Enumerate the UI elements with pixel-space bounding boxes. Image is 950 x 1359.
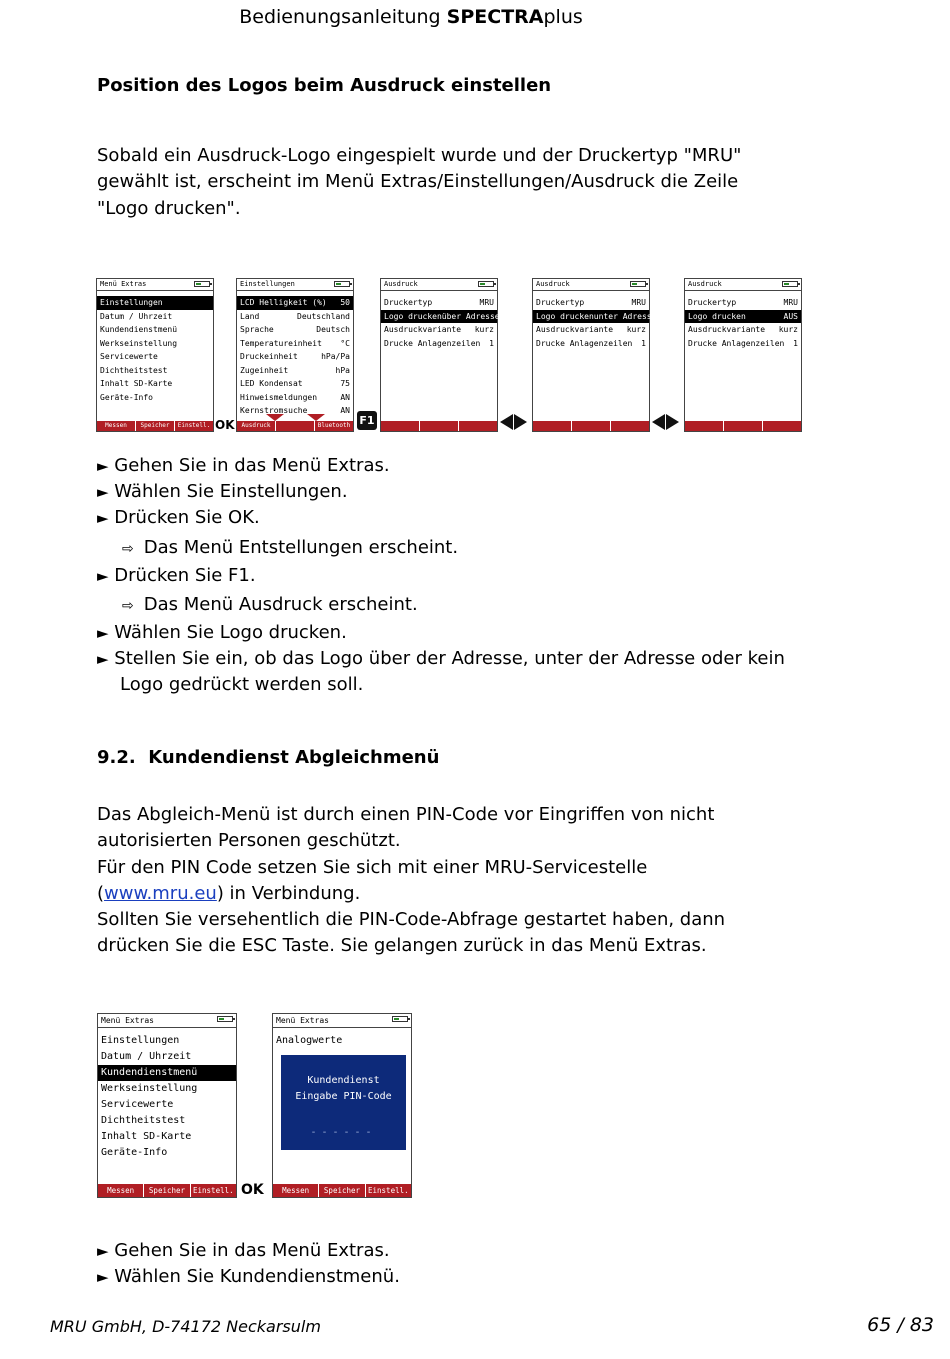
menu-item: Datum / Uhrzeit: [100, 311, 173, 321]
pin-paragraph: Das Abgleich-Menü ist durch einen PIN-Code vor Eingriffen von nicht autorisierten Personen geschützt. Für den PIN Code setzen Sie sich mit einer MRU-Servicestelle (www.mru.eu) in Verbindung. Sollten Sie versehentlich die PIN-Code-Abfrage gestartet haben, dann drücken Sie die ESC Taste. Sie gelangen zurück in das Menü Extras.: [97, 804, 726, 957]
menu-item: Geräte-Info: [100, 392, 153, 402]
step-item: ► Wählen Sie Einstellungen.: [97, 481, 348, 502]
section-title: Kundendienst Abgleichmenü: [148, 747, 440, 768]
step-item: ► Gehen Sie in das Menü Extras.: [97, 455, 390, 476]
battery-icon: [478, 281, 494, 287]
menu-item: Inhalt SD-Karte: [100, 379, 173, 388]
screen-title: Ausdruck: [384, 280, 418, 288]
result-arrow-icon: ⇨: [122, 598, 134, 614]
header-brand: SPECTRA: [446, 6, 544, 28]
softkey-label: Bluetooth: [317, 422, 351, 429]
menu-item: Servicewerte: [100, 352, 158, 361]
settings-row: Drucke Anlagenzeilen 1: [384, 338, 494, 348]
settings-row: Drucke Anlagenzeilen 1: [536, 338, 646, 348]
intro-line: "Logo drucken".: [97, 197, 241, 219]
screen-title: Ausdruck: [536, 280, 570, 288]
ok-key-label: OK: [241, 1182, 264, 1198]
intro-line: Sobald ein Ausdruck-Logo eingespielt wurde und der Druckertyp "MRU": [97, 145, 742, 166]
settings-row: Temperatureinheit °C: [240, 338, 350, 348]
menu-item: Servicewerte: [101, 1099, 174, 1110]
header-suffix: plus: [543, 6, 583, 28]
softkey-bar: [98, 1184, 236, 1197]
section-number: 9.2.: [97, 747, 136, 768]
screen-title: Menü Extras: [276, 1016, 329, 1025]
step-arrow-icon: ►: [97, 567, 109, 585]
settings-row: Sprache Deutsch: [240, 325, 350, 334]
screen-title: Ausdruck: [688, 280, 722, 288]
ok-key-label: OK: [215, 418, 235, 432]
menu-item: Werkseinstellung: [101, 1083, 198, 1094]
softkey-bar: [381, 421, 497, 431]
menu-item: Kundendienstmenü: [100, 325, 178, 334]
softkey-label: Speicher: [319, 1184, 365, 1197]
settings-row: Druckertyp MRU: [384, 298, 494, 307]
header-prefix: Bedienungsanleitung: [239, 6, 441, 28]
softkey-label: Einstell.: [193, 1186, 234, 1195]
settings-row: Logo drucken AUS: [685, 310, 801, 324]
step-arrow-icon: ►: [97, 1268, 109, 1286]
battery-icon: [782, 281, 798, 287]
settings-row: Logo drucken unter Adresse: [533, 310, 649, 324]
section-title-logo-position: Position des Logos beim Ausdruck einstellen: [97, 75, 552, 96]
softkey-bar: [97, 421, 213, 431]
settings-row: Druckertyp MRU: [688, 298, 798, 307]
softkey-label: Einstell.: [177, 422, 211, 429]
softkey-label: Messen: [98, 1184, 144, 1197]
menu-item: Einstellungen: [97, 296, 213, 310]
softkey-label: Speicher: [136, 421, 175, 431]
screen-title: Einstellungen: [240, 280, 295, 288]
intro-paragraph: [97, 143, 797, 222]
settings-row: Ausdruckvariante kurz: [688, 325, 798, 334]
softkey-label: Messen: [97, 421, 136, 431]
left-right-arrows-icon: [500, 414, 527, 430]
scroll-down-icon: [307, 414, 325, 421]
intro-line: gewählt ist, erscheint im Menü Extras/Einstellungen/Ausdruck die Zeile: [97, 171, 739, 193]
battery-icon: [217, 1016, 233, 1022]
settings-row: Zugeinheit hPa: [240, 365, 350, 375]
settings-row: Logo drucken über Adresse: [381, 310, 497, 324]
softkey-label: [276, 421, 315, 431]
settings-row: Land Deutschland: [240, 311, 350, 321]
settings-row: Druckertyp MRU: [536, 298, 646, 307]
screen-ausdruck-ueber: [380, 278, 498, 432]
mru-website-link[interactable]: www.mru.eu: [104, 882, 217, 904]
screen-einstellungen: [236, 278, 354, 432]
screen-ausdruck-aus: [684, 278, 802, 432]
menu-item: Geräte-Info: [101, 1147, 168, 1158]
settings-row: Hinweismeldungen AN: [240, 392, 350, 402]
menu-item: Werkseinstellung: [100, 338, 178, 348]
screen-ausdruck-unter: [532, 278, 657, 432]
battery-icon: [392, 1016, 408, 1022]
screen-pin-entry: [272, 1013, 412, 1198]
step-item: ► Gehen Sie in das Menü Extras.: [97, 1240, 390, 1261]
dialog-title: Kundendienst: [307, 1075, 380, 1086]
menu-item: Dichtheitstest: [101, 1115, 186, 1126]
left-right-arrows-icon: [652, 414, 679, 430]
footer-company: MRU GmbH, D-74172 Neckarsulm: [50, 1317, 321, 1336]
scroll-down-icon: [266, 414, 284, 421]
step-item: ► Drücken Sie F1.: [97, 565, 256, 586]
document-header: [0, 6, 822, 28]
settings-row: Drucke Anlagenzeilen 1: [688, 338, 798, 348]
settings-row: Druckeinheit hPa/Pa: [240, 352, 350, 361]
step-arrow-icon: ►: [97, 509, 109, 527]
softkey-label: Speicher: [144, 1184, 190, 1197]
screen-menu-extras: [96, 278, 214, 432]
footer-page-number: 65 / 83: [867, 1314, 934, 1336]
screen-menu-extras-kundendienst: [97, 1013, 237, 1198]
step-item: ► Wählen Sie Kundendienstmenü.: [97, 1266, 400, 1287]
softkey-bar: [533, 421, 649, 431]
softkey-label: Ausdruck: [237, 421, 276, 431]
result-item: ⇨ Das Menü Ausdruck erscheint.: [122, 594, 418, 615]
step-arrow-icon: ►: [97, 650, 109, 668]
menu-item: Datum / Uhrzeit: [101, 1051, 192, 1062]
step-arrow-icon: ►: [97, 457, 109, 475]
menu-item: Inhalt SD-Karte: [101, 1131, 192, 1142]
pin-placeholder: ------: [310, 1127, 377, 1138]
settings-row: Ausdruckvariante kurz: [384, 325, 494, 334]
menu-item: Dichtheitstest: [100, 365, 168, 375]
result-arrow-icon: ⇨: [122, 541, 134, 557]
battery-icon: [630, 281, 646, 287]
battery-icon: [334, 281, 350, 287]
step-item: ► Drücken Sie OK.: [97, 507, 260, 528]
menu-item: Kundendienstmenü: [98, 1065, 236, 1081]
screen-title: Menü Extras: [101, 1016, 154, 1025]
step-item: ► Stellen Sie ein, ob das Logo über der Adresse, unter der Adresse oder kein Logo gedrückt werden soll.: [97, 648, 785, 696]
settings-row: LCD Helligkeit (%) 50: [237, 296, 353, 310]
softkey-bar: [685, 421, 801, 431]
settings-row: Kernstromsuche AN: [240, 406, 350, 415]
settings-row: LED Kondensat 75: [240, 379, 350, 388]
step-arrow-icon: ►: [97, 624, 109, 642]
softkey-bar: [237, 421, 353, 431]
step-arrow-icon: ►: [97, 1242, 109, 1260]
result-item: ⇨ Das Menü Entstellungen erscheint.: [122, 537, 459, 558]
menu-item: Analogwerte: [276, 1035, 343, 1046]
softkey-bar: [273, 1184, 411, 1197]
menu-item: Einstellungen: [101, 1035, 180, 1046]
softkey-label: Messen: [273, 1184, 319, 1197]
step-item: ► Wählen Sie Logo drucken.: [97, 622, 347, 643]
dialog-subtitle: Eingabe PIN-Code: [295, 1091, 392, 1102]
f1-key-label: F1: [357, 411, 377, 430]
battery-icon: [194, 281, 210, 287]
pin-code-dialog: [280, 1054, 407, 1151]
screen-title: Menü Extras: [100, 280, 147, 288]
section-heading-9-2: [97, 747, 439, 768]
settings-row: Ausdruckvariante kurz: [536, 325, 646, 334]
step-arrow-icon: ►: [97, 483, 109, 501]
softkey-label: Einstell.: [368, 1186, 409, 1195]
